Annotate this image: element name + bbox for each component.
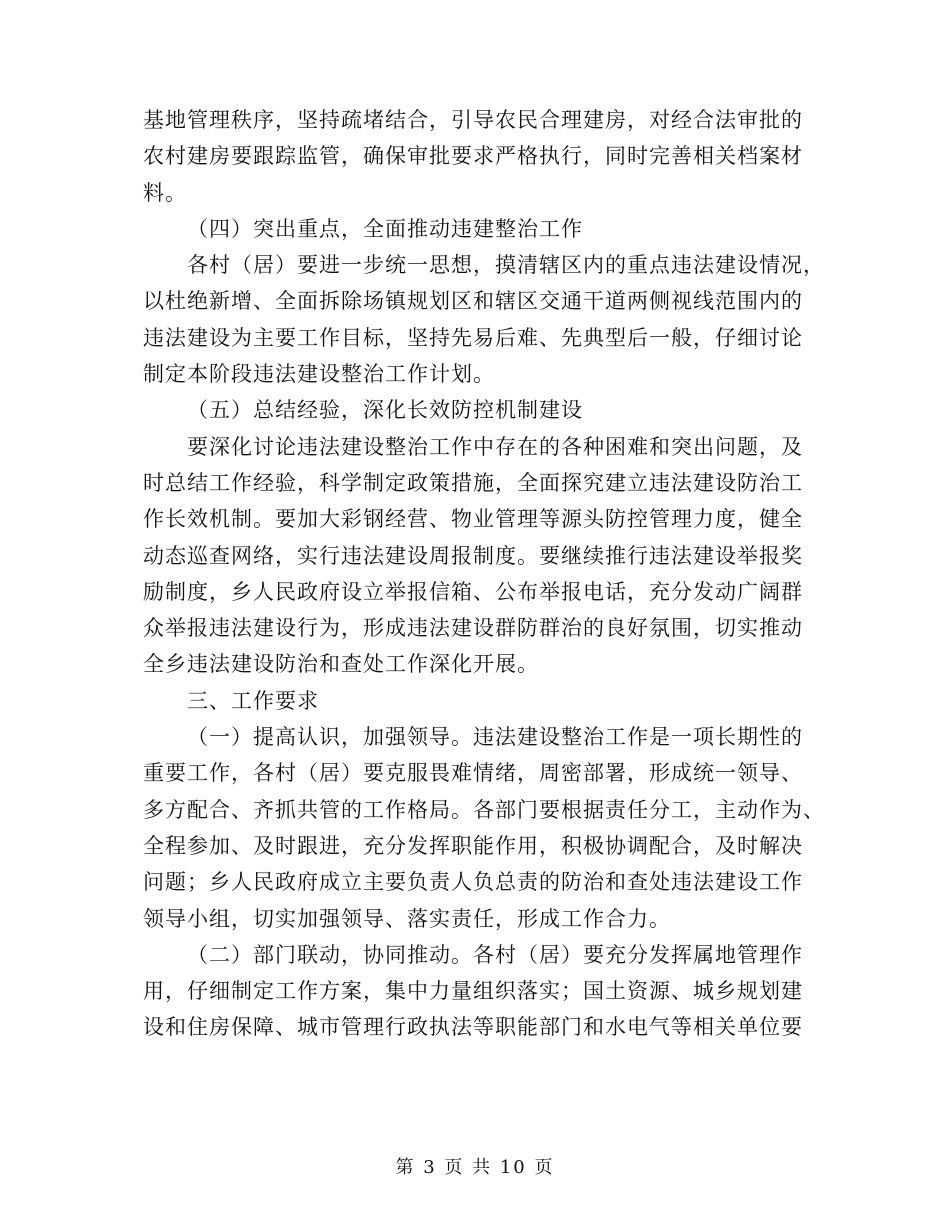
text-line: 动态巡查网络，实行违法建设周报制度。要继续推行违法建设举报奖	[143, 543, 803, 568]
text-line: 全程参加、及时跟进，充分发挥职能作用，积极协调配合，及时解决	[143, 833, 803, 858]
chapter-heading: 三、工作要求	[187, 688, 319, 713]
section-heading: （四）突出重点，全面推动违建整治工作	[187, 216, 583, 241]
text-line: 违法建设为主要工作目标，坚持先易后难、先典型后一般，仔细讨论	[143, 325, 803, 350]
text-line: 多方配合、齐抓共管的工作格局。各部门要根据责任分工，主动作为、	[143, 797, 825, 822]
paragraph-start: （一）提高认识，加强领导。违法建设整治工作是一项长期性的	[187, 725, 803, 750]
paragraph-start: （二）部门联动，协同推动。各村（居）要充分发挥属地管理作	[187, 942, 803, 967]
text-line: 众举报违法建设行为，形成违法建设群防群治的良好氛围，切实推动	[143, 616, 803, 641]
text-line: 励制度，乡人民政府设立举报信箱、公布举报电话，充分发动广阔群	[143, 579, 803, 604]
document-body	[143, 104, 825, 1048]
text-line: 领导小组，切实加强领导、落实责任，形成工作合力。	[143, 906, 671, 931]
text-line: 问题；乡人民政府成立主要负责人负总责的防治和查处违法建设工作	[143, 870, 803, 895]
text-line: 以杜绝新增、全面拆除场镇规划区和辖区交通干道两侧视线范围内的	[143, 289, 803, 314]
page-number: 第 3 页 共 10 页	[395, 1157, 555, 1178]
paragraph-start: 要深化讨论违法建设整治工作中存在的各种困难和突出问题，及	[187, 434, 803, 459]
section-heading: （五）总结经验，深化长效防控机制建设	[187, 398, 583, 423]
paragraph-start: 各村（居）要进一步统一思想，摸清辖区内的重点违法建设情况，	[187, 253, 825, 278]
text-line: 基地管理秩序，坚持疏堵结合，引导农民合理建房，对经合法审批的	[143, 108, 803, 132]
text-line: 重要工作，各村（居）要克服畏难情绪，周密部署，形成统一领导、	[143, 761, 803, 786]
text-line: 农村建房要跟踪监管，确保审批要求严格执行，同时完善相关档案材	[143, 144, 803, 169]
text-line: 制定本阶段违法建设整治工作计划。	[143, 362, 495, 387]
text-line: 作长效机制。要加大彩钢经营、物业管理等源头防控管理力度，健全	[143, 507, 803, 532]
text-line: 料。	[143, 180, 187, 205]
text-line: 用，仔细制定工作方案，集中力量组织落实；国土资源、城乡规划建	[143, 979, 803, 1004]
text-line: 时总结工作经验，科学制定政策措施，全面探究建立违法建设防治工	[143, 470, 803, 495]
text-line: 设和住房保障、城市管理行政执法等职能部门和水电气等相关单位要	[143, 1015, 803, 1040]
text-line: 全乡违法建设防治和查处工作深化开展。	[143, 652, 539, 677]
